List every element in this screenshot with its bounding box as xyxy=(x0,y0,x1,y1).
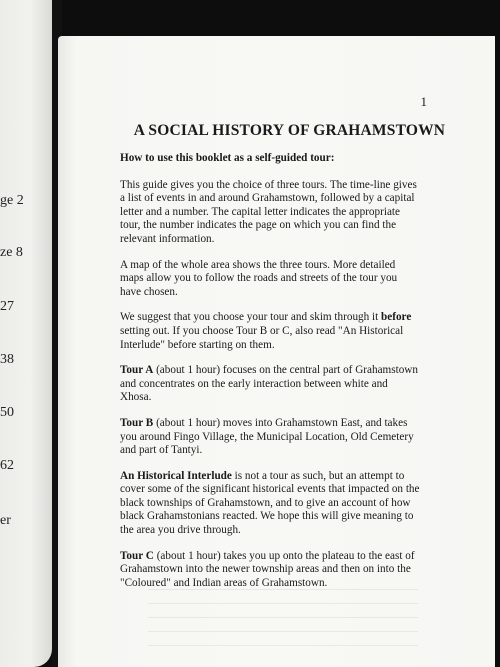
suggestion-text-end: setting out. If you choose Tour B or C, also read "An Historical Interlude" before starting on them. xyxy=(120,324,404,351)
paragraph-intro: This guide gives you the choice of three tours. The time-line gives a list of events in and around Grahamstown, followed by a capital letter and a number. The capital letter indicates the appropriate tour, the number indicates the page on which you can find the relevant information. xyxy=(120,178,417,245)
suggestion-emphasis: before xyxy=(381,311,412,324)
page-title: A SOCIAL HISTORY OF GRAHAMSTOWN xyxy=(133,122,446,139)
left-page-fragment: ze 8 xyxy=(0,245,23,260)
left-page-fragment: 62 xyxy=(0,458,14,473)
right-page xyxy=(58,36,495,667)
left-page-fragment: er xyxy=(0,513,11,528)
paragraph-tour-a xyxy=(120,364,420,405)
left-page xyxy=(0,0,52,667)
tour-b-description: (about 1 hour) moves into Grahamstown East, and takes you around Fingo Village, the Municipal Location, Old Cemetery and part of Tantyi. xyxy=(120,416,414,457)
tour-c-label: Tour C xyxy=(120,549,154,562)
page-number: 1 xyxy=(420,94,427,109)
paragraph-tour-b xyxy=(120,417,420,458)
tour-b-label: Tour B xyxy=(120,416,154,429)
paragraph-map: A map of the whole area shows the three tours. More detailed maps allow you to follow the roads and streets of the tour you have chosen. xyxy=(120,258,398,298)
left-page-fragment: 38 xyxy=(0,352,14,367)
left-page-fragment: 27 xyxy=(0,299,14,314)
paragraph-interlude xyxy=(120,470,420,538)
tour-c-description: (about 1 hour) takes you up onto the plateau to the east of Grahamstown into the newer township areas and then on into the "Coloured" and Indian areas of Grahamstown. xyxy=(120,549,415,589)
left-page-fragment: ge 2 xyxy=(0,193,24,208)
interlude-label: An Historical Interlude xyxy=(120,469,232,482)
interlude-description: is not a tour as such, but an attempt to cover some of the significant historical events that impacted on the black townships of Grahamstown, and to give an account of how black Grahamstonians reacted. We hope this will give meaning to the area you drive through. xyxy=(120,469,420,537)
tour-a-label: Tour A xyxy=(120,364,154,377)
tour-a-description: (about 1 hour) focuses on the central part of Grahamstown and concentrates on the early interaction between white and Xhosa. xyxy=(120,364,418,404)
paragraph-tour-c xyxy=(120,550,420,591)
suggestion-text-start: We suggest that you choose your tour and skim through it xyxy=(120,311,382,324)
subheading: How to use this booklet as a self-guided tour: xyxy=(120,152,335,164)
left-page-fragment: 50 xyxy=(0,405,14,420)
page-body xyxy=(120,152,420,602)
paragraph-suggestion xyxy=(120,311,420,352)
